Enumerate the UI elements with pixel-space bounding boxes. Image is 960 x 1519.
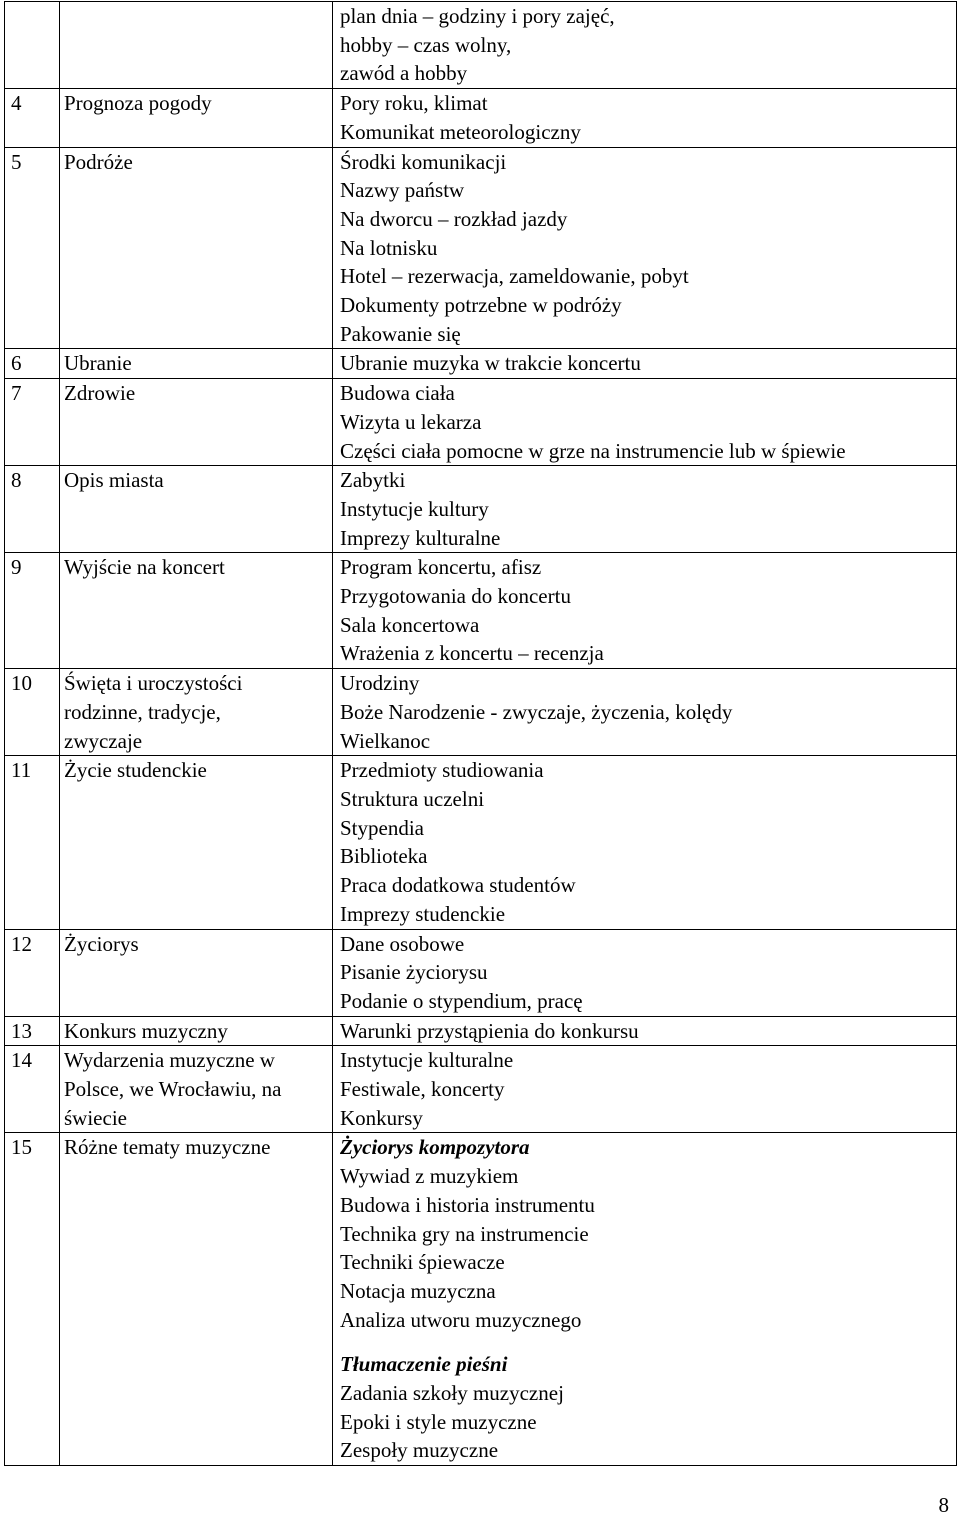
row-topic xyxy=(60,553,333,669)
topic-line: Opis miasta xyxy=(64,468,164,493)
content-line: Instytucje kulturalne xyxy=(340,1048,514,1073)
table-row xyxy=(5,466,957,553)
content-line: Komunikat meteorologiczny xyxy=(340,119,581,144)
row-content xyxy=(333,147,957,349)
content-line: Dokumenty potrzebne w podróży xyxy=(340,293,622,318)
topic-line: Życie studenckie xyxy=(64,758,207,783)
row-content xyxy=(333,929,957,1016)
table-row xyxy=(5,756,957,929)
content-line: zawód a hobby xyxy=(340,61,468,86)
content-line: Epoki i style muzyczne xyxy=(340,1409,537,1434)
content-line: Środki komunikacji xyxy=(340,149,507,174)
content-line: Przedmioty studiowania xyxy=(340,758,544,783)
content-line: Wizyta u lekarza xyxy=(340,409,482,434)
table-row xyxy=(5,89,957,147)
content-line: Notacja muzyczna xyxy=(340,1278,496,1303)
row-topic xyxy=(60,2,333,89)
table-row xyxy=(5,669,957,756)
topic-line: Zdrowie xyxy=(64,381,136,406)
content-line: Budowa ciała xyxy=(340,381,455,406)
row-number: 8 xyxy=(5,466,60,553)
table-row xyxy=(5,1016,957,1046)
topic-line: Ubranie xyxy=(64,351,132,376)
topic-line: zwyczaje xyxy=(64,728,143,753)
table-row xyxy=(5,1046,957,1133)
row-number: 5 xyxy=(5,147,60,349)
content-line: Analiza utworu muzycznego xyxy=(340,1307,582,1332)
content-line: Dane osobowe xyxy=(340,931,465,956)
row-topic xyxy=(60,1046,333,1133)
row-number: 15 xyxy=(5,1133,60,1466)
table-row xyxy=(5,1133,957,1466)
row-content xyxy=(333,1016,957,1046)
content-line: Wywiad z muzykiem xyxy=(340,1164,519,1189)
row-content xyxy=(333,1046,957,1133)
topic-line: świecie xyxy=(64,1105,127,1130)
content-line: Boże Narodzenie - zwyczaje, życzenia, kolędy xyxy=(340,699,733,724)
row-content xyxy=(333,2,957,89)
content-line: Części ciała pomocne w grze na instrumencie lub w śpiewie xyxy=(340,438,846,463)
content-line: Zespoły muzyczne xyxy=(340,1438,499,1463)
topic-line: Życiorys xyxy=(64,931,139,956)
row-number: 11 xyxy=(5,756,60,929)
content-heading: Życiorys kompozytora xyxy=(340,1135,530,1160)
row-content xyxy=(333,466,957,553)
content-line: Wrażenia z koncertu – recenzja xyxy=(340,641,604,666)
topic-line: Wydarzenia muzyczne w xyxy=(64,1048,275,1073)
row-topic xyxy=(60,669,333,756)
topic-line: rodzinne, tradycje, xyxy=(64,699,221,724)
content-line: Festiwale, koncerty xyxy=(340,1077,505,1102)
row-topic xyxy=(60,1133,333,1466)
topic-line: Różne tematy muzyczne xyxy=(64,1135,271,1160)
content-line: Na lotnisku xyxy=(340,235,438,260)
content-line: Podanie o stypendium, pracę xyxy=(340,988,583,1013)
row-content xyxy=(333,669,957,756)
row-number: 4 xyxy=(5,89,60,147)
row-number: 13 xyxy=(5,1016,60,1046)
row-topic xyxy=(60,349,333,379)
row-content xyxy=(333,756,957,929)
content-line: Wielkanoc xyxy=(340,728,431,753)
syllabus-table xyxy=(4,1,957,1466)
content-line: plan dnia – godziny i pory zajęć, xyxy=(340,4,615,28)
content-line: Praca dodatkowa studentów xyxy=(340,873,576,898)
topic-line: Prognoza pogody xyxy=(64,91,212,116)
content-line: Zabytki xyxy=(340,468,406,493)
row-number: 12 xyxy=(5,929,60,1016)
content-line: Imprezy studenckie xyxy=(340,901,506,926)
table-row xyxy=(5,349,957,379)
content-heading: Tłumaczenie pieśni xyxy=(340,1352,508,1377)
content-line: Przygotowania do koncertu xyxy=(340,584,571,609)
content-line: Techniki śpiewacze xyxy=(340,1250,505,1275)
row-content xyxy=(333,89,957,147)
row-topic xyxy=(60,1016,333,1046)
row-number: 6 xyxy=(5,349,60,379)
content-line: Struktura uczelni xyxy=(340,786,485,811)
content-line: Hotel – rezerwacja, zameldowanie, pobyt xyxy=(340,264,689,289)
row-number: 7 xyxy=(5,379,60,466)
row-number xyxy=(5,2,60,89)
topic-line: Polsce, we Wrocławiu, na xyxy=(64,1077,282,1102)
content-line: Technika gry na instrumencie xyxy=(340,1221,589,1246)
table-row xyxy=(5,379,957,466)
content-line: Na dworcu – rozkład jazdy xyxy=(340,206,568,231)
content-line: Imprezy kulturalne xyxy=(340,525,501,550)
content-line: Zadania szkoły muzycznej xyxy=(340,1381,564,1406)
content-line: Program koncertu, afisz xyxy=(340,555,542,580)
content-line: Sala koncertowa xyxy=(340,612,480,637)
row-topic xyxy=(60,147,333,349)
row-topic xyxy=(60,929,333,1016)
row-topic xyxy=(60,466,333,553)
content-line: Konkursy xyxy=(340,1105,423,1130)
topic-line: Konkurs muzyczny xyxy=(64,1018,228,1043)
row-number: 10 xyxy=(5,669,60,756)
topic-line: Podróże xyxy=(64,149,133,174)
row-content xyxy=(333,553,957,669)
content-line: Stypendia xyxy=(340,815,424,840)
topic-line: Święta i uroczystości xyxy=(64,671,243,696)
table-row xyxy=(5,553,957,669)
row-number: 14 xyxy=(5,1046,60,1133)
page-number: 8 xyxy=(938,1493,949,1517)
spacer xyxy=(340,1334,956,1350)
content-line: Instytucje kultury xyxy=(340,496,489,521)
content-line: Urodziny xyxy=(340,671,420,696)
row-number: 9 xyxy=(5,553,60,669)
content-line: Pakowanie się xyxy=(340,321,461,346)
table-row xyxy=(5,929,957,1016)
content-line: hobby – czas wolny, xyxy=(340,32,512,57)
content-line: Ubranie muzyka w trakcie koncertu xyxy=(340,351,641,376)
row-topic xyxy=(60,379,333,466)
table-row xyxy=(5,2,957,89)
content-line: Nazwy państw xyxy=(340,178,465,203)
content-line: Biblioteka xyxy=(340,844,428,869)
table-row xyxy=(5,147,957,349)
row-content xyxy=(333,1133,957,1466)
content-line: Budowa i historia instrumentu xyxy=(340,1192,595,1217)
topic-line: Wyjście na koncert xyxy=(64,555,225,580)
content-line: Pory roku, klimat xyxy=(340,91,488,116)
content-line: Pisanie życiorysu xyxy=(340,960,488,985)
row-topic xyxy=(60,89,333,147)
content-line: Warunki przystąpienia do konkursu xyxy=(340,1018,639,1043)
row-topic xyxy=(60,756,333,929)
row-content xyxy=(333,379,957,466)
row-content xyxy=(333,349,957,379)
